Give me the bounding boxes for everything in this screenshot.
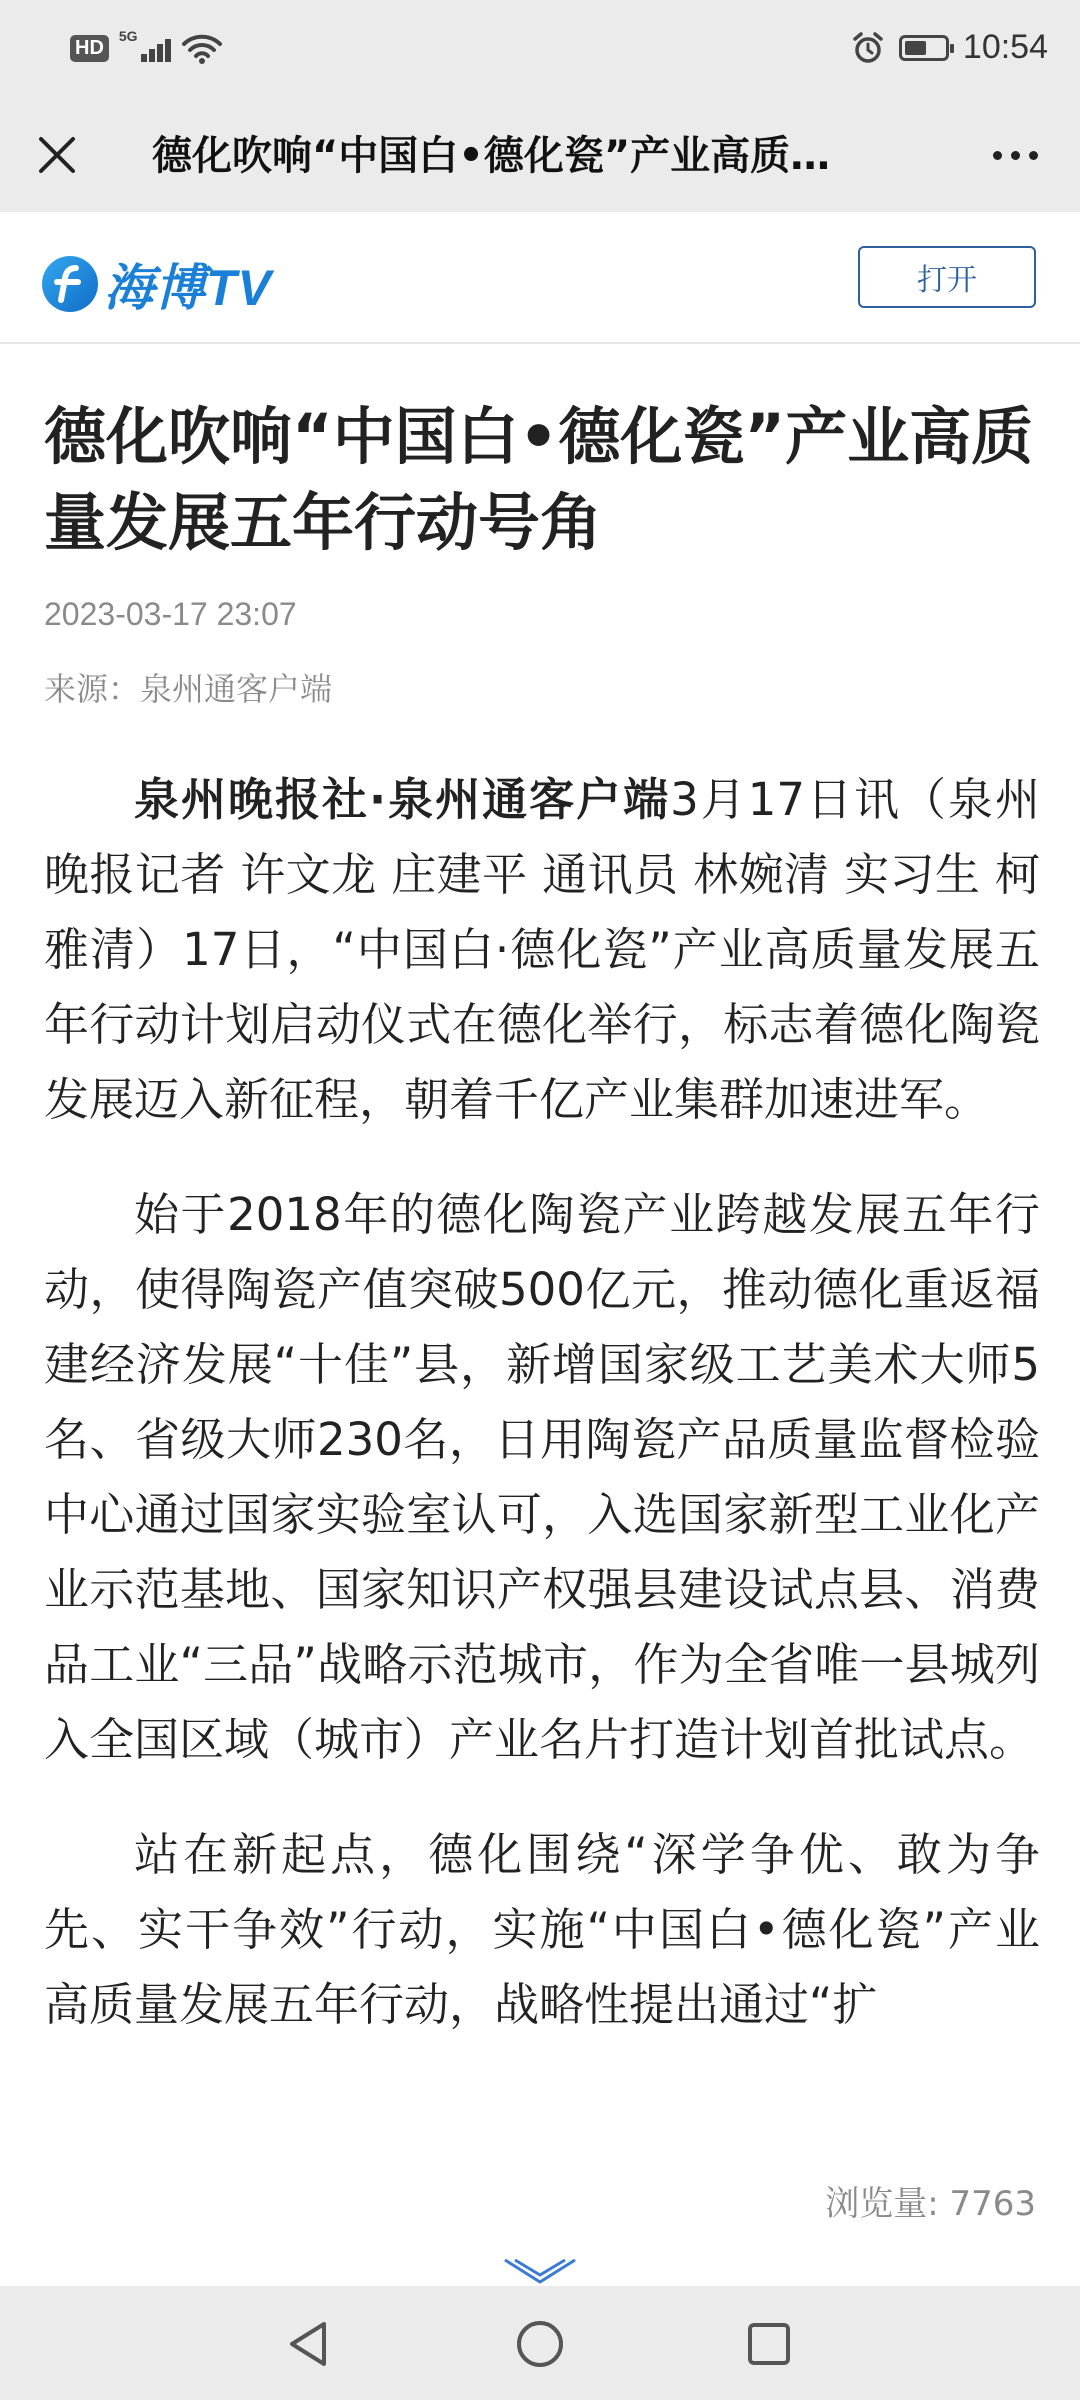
content-fade [0,2060,1080,2122]
article-source: 来源：泉州通客户端 [44,670,333,708]
close-button[interactable] [22,120,92,190]
paragraph-1-text: 3月17日讯（泉州晚报记者 许文龙 庄建平 通讯员 林婉清 实习生 柯雅清）17日，“中国白·德化瓷”产业高质量发展五年行动计划启动仪式在德化举行，标志着德化陶瓷发展迈入新征程，朝着千亿产业集群加速进军。 [44,773,1040,1126]
close-icon [37,135,77,175]
back-icon [284,2319,332,2369]
status-left [70,30,223,66]
back-button[interactable] [276,2312,340,2376]
app-banner [0,212,1080,344]
battery-icon [899,35,949,61]
network-type: 5G [118,28,138,44]
paragraph-1 [44,762,1040,1137]
article-body [44,762,1040,2118]
recents-button[interactable] [737,2312,801,2376]
wifi-icon [181,32,223,64]
battery-fill [905,41,926,55]
logo-mark-icon [42,256,98,312]
clock: 10:54 [962,28,1048,66]
webview-title-bar [0,100,1080,212]
alarm-icon [851,31,885,65]
status-right [851,28,1048,67]
paragraph-lead: 泉州晚报社·泉州通客户端 [134,773,671,826]
open-app-button[interactable]: 打开 [858,246,1036,308]
home-button[interactable] [508,2312,572,2376]
signal-icon [119,30,171,66]
page-title: 德化吹响“中国白•德化瓷”产业高质… [152,133,831,179]
chevron-down-icon [503,2258,577,2286]
hd-badge: HD [70,35,109,62]
view-count: 浏览量: 7763 [825,2184,1036,2224]
home-icon [515,2319,565,2369]
paragraph-2: 始于2018年的德化陶瓷产业跨越发展五年行动，使得陶瓷产值突破500亿元，推动德化重返福建经济发展“十佳”县，新增国家级工艺美术大师5名、省级大师230名，日用陶瓷产品质量监督检验中心通过国家实验室认可，入选国家新型工业化产业示范基地、国家知识产权强县建设试点县、消费品工业“三品”战略示范城市，作为全省唯一县城列入全国区域（城市）产业名片打造计划首批试点。 [44,1188,1040,1766]
haibo-tv-logo [42,248,272,320]
paragraph-3: 站在新起点，德化围绕“深学争优、敢为争先、实干争效”行动，实施“中国白•德化瓷”产业高质量发展五年行动，战略性提出通过“扩 [44,1828,1040,2031]
logo-text: 海博TV [104,260,272,316]
more-icon [993,151,1002,160]
recents-icon [746,2321,792,2367]
publish-date: 2023-03-17 23:07 [44,596,297,632]
status-bar [0,0,1080,100]
system-nav-bar [0,2286,1080,2400]
more-button[interactable] [980,130,1050,180]
article-title: 德化吹响“中国白•德化瓷”产业高质量发展五年行动号角 [44,400,1034,559]
